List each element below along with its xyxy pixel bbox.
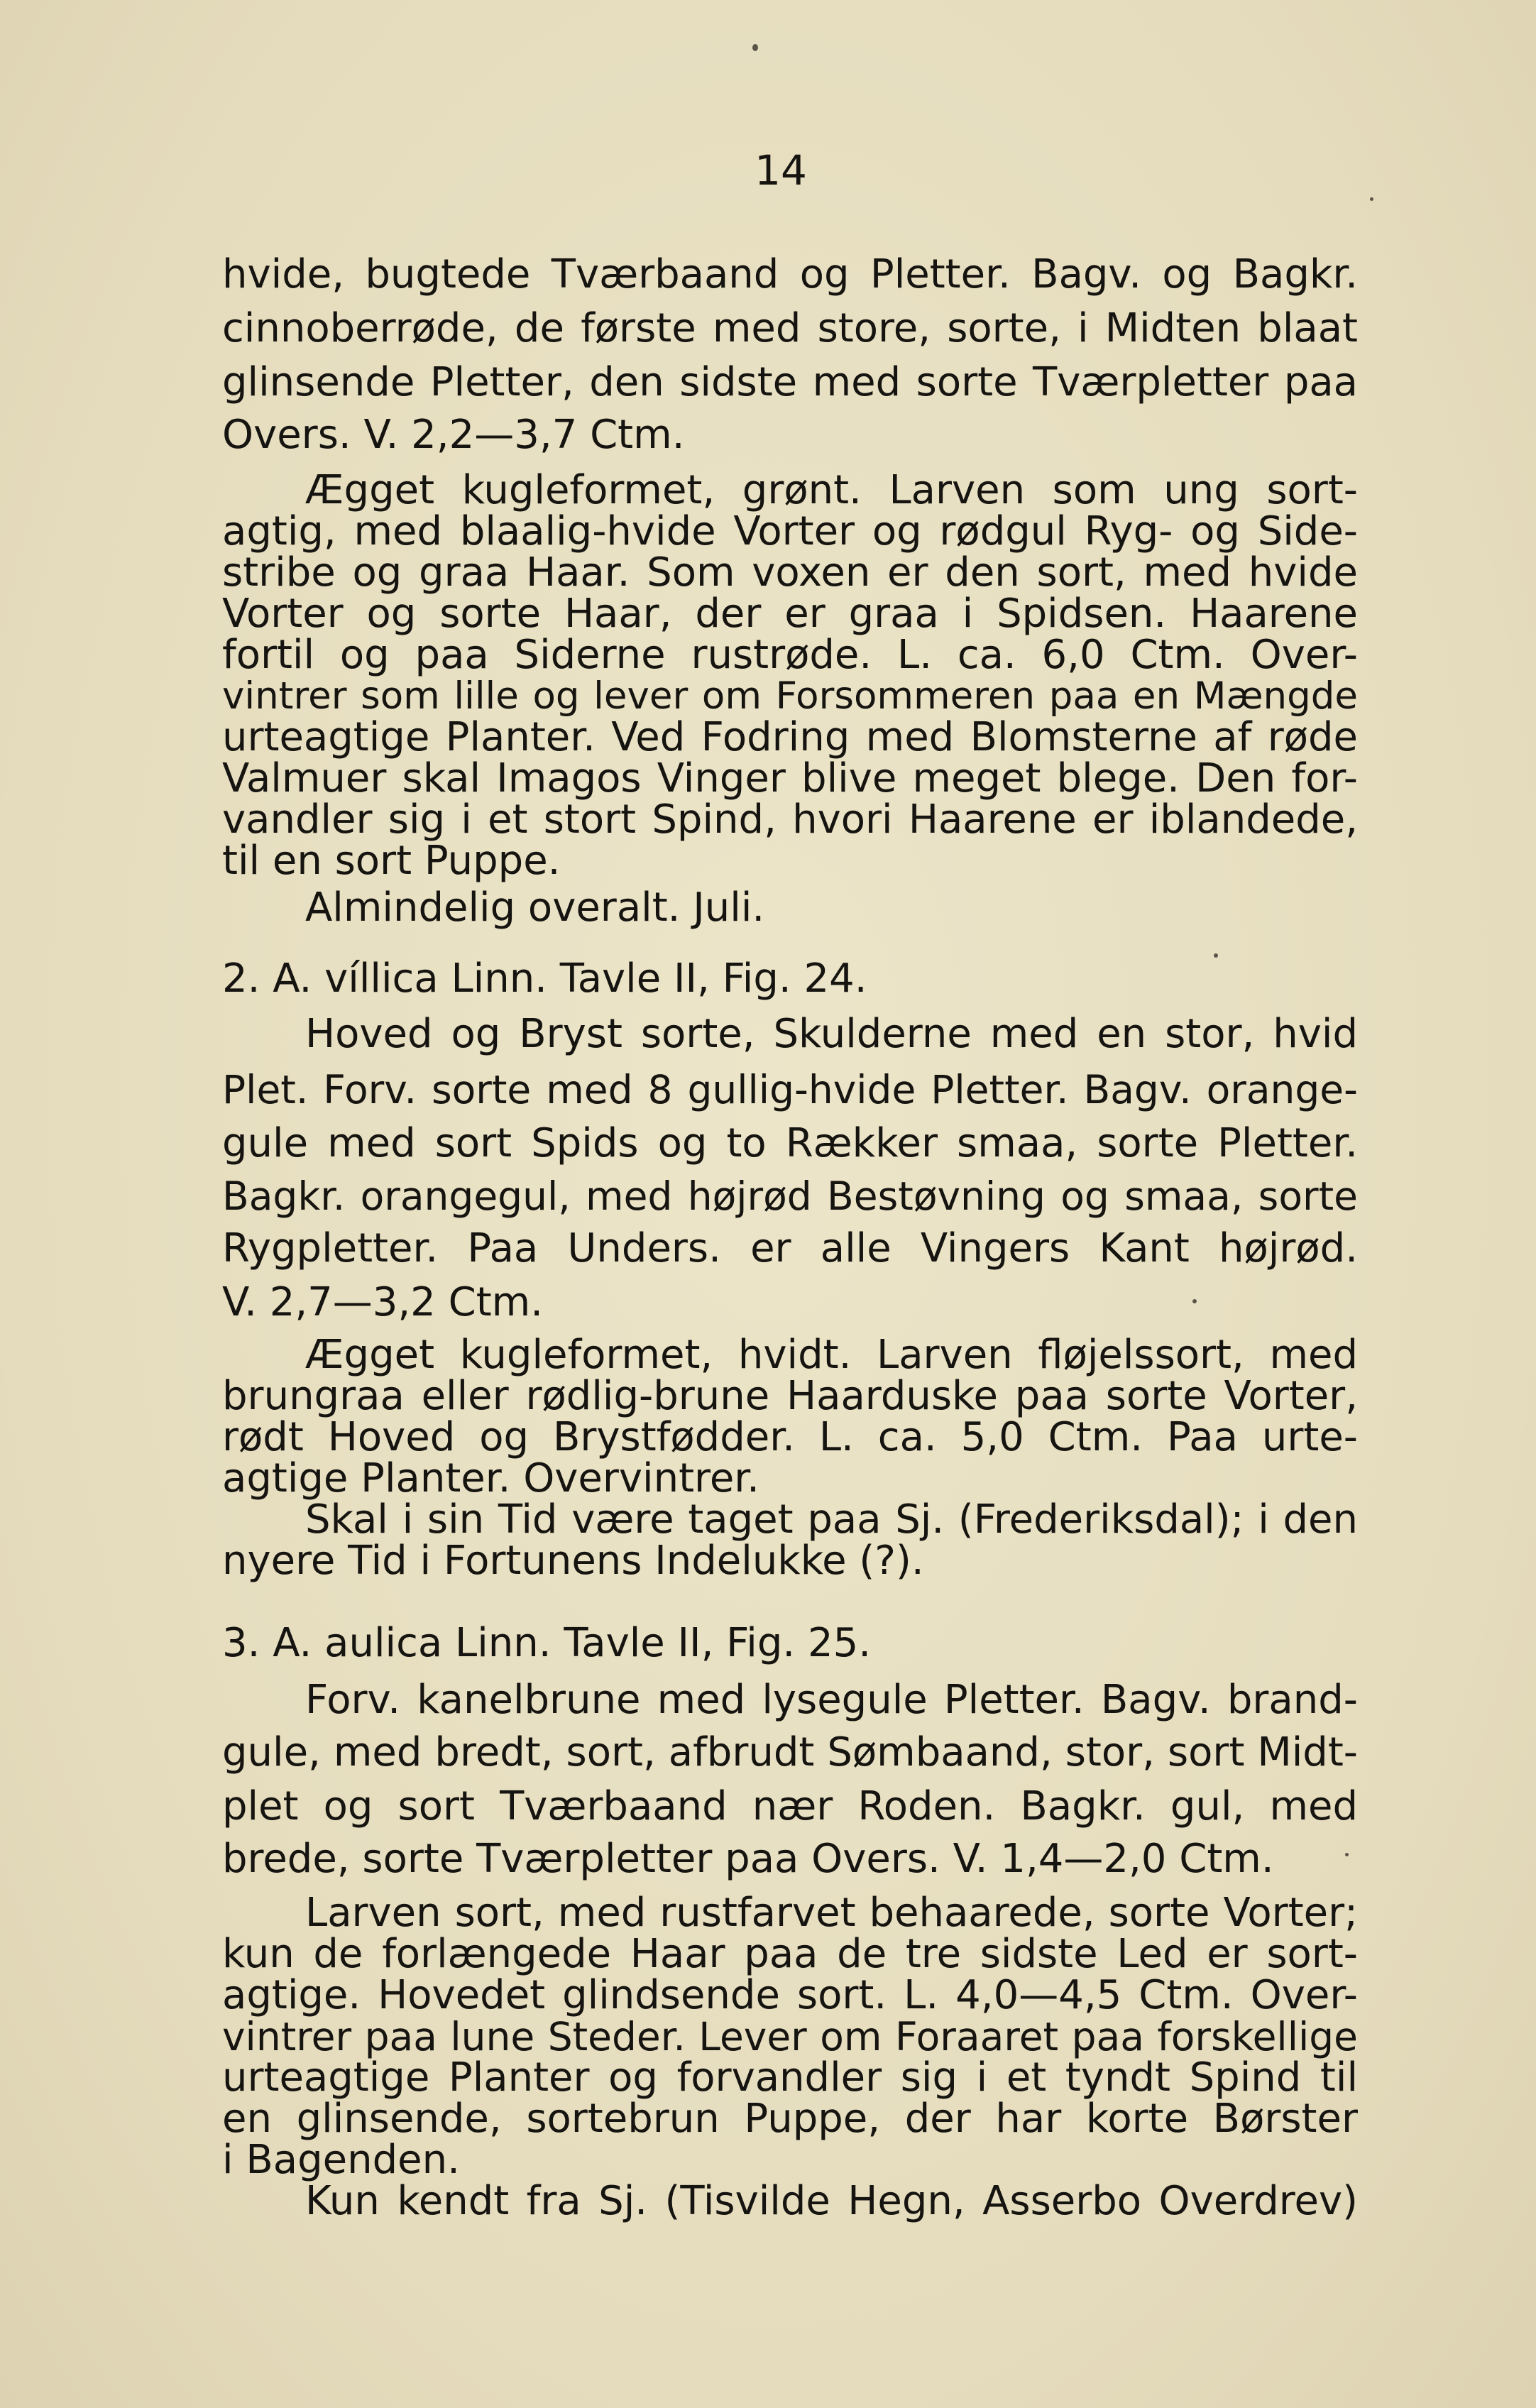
paper-speck	[752, 44, 758, 51]
text-line: plet og sort Tværbaand nær Roden. Bagkr. gul, med	[222, 1783, 1358, 1829]
text-line: Skal i sin Tid være taget paa Sj. (Frederiksdal); i den	[305, 1496, 1358, 1543]
text-line: glinsende Pletter, den sidste med sorte Tværpletter paa	[222, 359, 1358, 405]
text-line: urteagtige Planter og forvandler sig i et tyndt Spind til	[222, 2054, 1358, 2101]
text-line: Overs. V. 2,2—3,7 Ctm.	[222, 412, 685, 458]
text-line: Ægget kugleformet, grønt. Larven som ung sort-	[305, 467, 1358, 513]
text-line: agtige. Hovedet glindsende sort. L. 4,0—4,5 Ctm. Over-	[222, 1972, 1358, 2018]
text-line: V. 2,7—3,2 Ctm.	[222, 1279, 544, 1325]
text-line: en glinsende, sortebrun Puppe, der har korte Børster	[222, 2096, 1358, 2142]
text-line: gule, med bredt, sort, afbrudt Sømbaand, stor, sort Midt-	[222, 1729, 1358, 1775]
text-line: Hoved og Bryst sorte, Skulderne med en stor, hvid	[305, 1011, 1358, 1057]
text-line: stribe og graa Haar. Som voxen er den sort, med hvide	[222, 549, 1358, 596]
text-line: nyere Tid i Fortunens Indelukke (?).	[222, 1538, 924, 1584]
paper-speck	[1345, 1853, 1349, 1856]
text-line: agtige Planter. Overvintrer.	[222, 1455, 759, 1501]
text-line: rødt Hoved og Brystfødder. L. ca. 5,0 Ctm. Paa urte-	[222, 1414, 1358, 1460]
text-line: i Bagenden.	[222, 2137, 460, 2183]
text-line: 2. A. víllica Linn. Tavle II, Fig. 24.	[222, 956, 867, 1002]
text-line: fortil og paa Siderne rustrøde. L. ca. 6,0 Ctm. Over-	[222, 632, 1358, 678]
text-line: til en sort Puppe.	[222, 838, 561, 884]
text-line: Forv. kanelbrune med lysegule Pletter. Bagv. brand-	[305, 1677, 1358, 1723]
paper-speck	[1192, 1299, 1197, 1303]
text-line: brungraa eller rødlig-brune Haarduske paa sorte Vorter,	[222, 1373, 1358, 1419]
text-line: hvide, bugtede Tværbaand og Pletter. Bagv. og Bagkr.	[222, 251, 1358, 297]
text-line: urteagtige Planter. Ved Fodring med Blomsterne af røde	[222, 714, 1358, 760]
text-line: vandler sig i et stort Spind, hvori Haarene er iblandede,	[222, 797, 1358, 843]
paper-speck	[1214, 953, 1218, 958]
page-number: 14	[755, 146, 807, 195]
text-line: agtig, med blaalig-hvide Vorter og rødgul Ryg- og Side-	[222, 508, 1358, 554]
text-line: Larven sort, med rustfarvet behaarede, sorte Vorter;	[305, 1890, 1358, 1936]
text-line: Plet. Forv. sorte med 8 gullig-hvide Pletter. Bagv. orange-	[222, 1067, 1358, 1112]
text-line: vintrer som lille og lever om Forsommeren paa en Mængde	[222, 674, 1358, 718]
text-line: kun de forlængede Haar paa de tre sidste Led er sort-	[222, 1931, 1358, 1977]
text-line: 3. A. aulica Linn. Tavle II, Fig. 25.	[222, 1620, 872, 1666]
text-line: Ægget kugleformet, hvidt. Larven fløjelssort, med	[305, 1332, 1358, 1378]
text-line: Bagkr. orangegul, med højrød Bestøvning og smaa, sorte	[222, 1173, 1358, 1219]
text-line: Almindelig overalt. Juli.	[305, 885, 765, 931]
text-line: gule med sort Spids og to Rækker smaa, sorte Pletter.	[222, 1120, 1358, 1166]
text-line: Kun kendt fra Sj. (Tisvilde Hegn, Asserbo Overdrev)	[305, 2178, 1358, 2224]
text-line: cinnoberrøde, de første med store, sorte, i Midten blaat	[222, 305, 1358, 351]
text-line: brede, sorte Tværpletter paa Overs. V. 1,4—2,0 Ctm.	[222, 1836, 1274, 1882]
paper-speck	[1370, 197, 1373, 201]
text-line: Valmuer skal Imagos Vinger blive meget blege. Den for-	[222, 755, 1358, 801]
text-line: Vorter og sorte Haar, der er graa i Spidsen. Haarene	[222, 591, 1358, 637]
text-line: vintrer paa lune Steder. Lever om Foraaret paa forskellige	[222, 2014, 1358, 2059]
text-line: Rygpletter. Paa Unders. er alle Vingers Kant højrød.	[222, 1225, 1358, 1271]
